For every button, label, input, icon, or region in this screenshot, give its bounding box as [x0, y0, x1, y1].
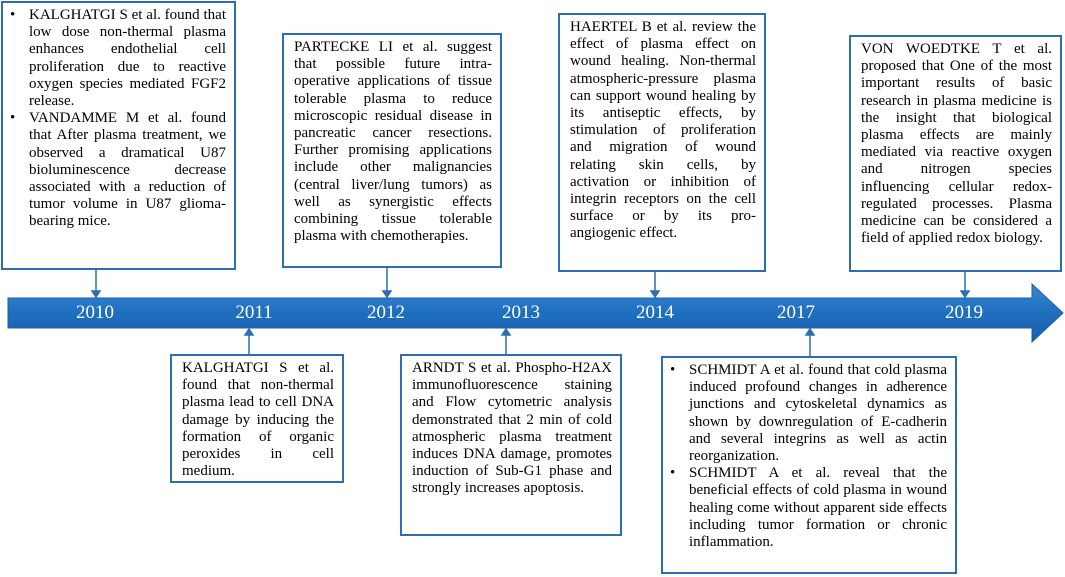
year-label: 2014 — [636, 302, 674, 323]
connector-2011-head — [245, 329, 253, 335]
event-text: PARTECKE LI et al. suggest that possible future intra-operative applications of tissue tolerable plasma to reduce microscopic residual disease in pancreatic cancer resections. Further promising applications include other malignancies (central liver/lung tumors) as well as synergistic effects combining tissue tolerable plasma with chemotherapies. — [294, 39, 492, 245]
year-label: 2010 — [76, 302, 114, 323]
event-card-2017 — [661, 356, 957, 574]
event-bullet: • SCHMIDT A et al. found that cold plasma induced profound changes in adherence junctions and cytoskeletal dynamics as shown by downregulation of E-cadherin and several integrins as well as actin reorganization. — [689, 362, 947, 465]
connector-2017-head — [806, 329, 814, 335]
connector-2012-head — [383, 291, 391, 297]
event-card-2010 — [1, 1, 236, 270]
event-card-2013 — [400, 354, 622, 536]
event-text: VON WOEDTKE T et al. proposed that One of the most important results of basic research in plasma medicine is the insight that biological plasma effects are mainly mediated via reactive oxygen and nitrogen species influencing cellular redox-regulated processes. Plasma medicine can be considered a field of applied redox biology. — [861, 41, 1052, 247]
event-bullet: • VANDAMME M et al. found that After plasma treatment, we observed a dramatical U87 bioluminescence decrease associated with a reduction of tumor volume in U87 glioma-bearing mice. — [29, 110, 226, 230]
event-text: HAERTEL B et al. review the effect of plasma effect on wound healing. Non-thermal atmospheric-pressure plasma can support wound healing by its antiseptic effects, by stimulation of proliferation and migration of wound relating skin cells, by activation or inhibition of integrin receptors on the cell surface or by its pro-angiogenic effect. — [570, 19, 756, 242]
year-label: 2011 — [235, 302, 273, 323]
connector-2010-head — [92, 291, 100, 297]
year-label: 2017 — [777, 302, 815, 323]
event-card-2014 — [558, 13, 766, 272]
event-bullet: • KALGHATGI S et al. found that low dose non-thermal plasma enhances endothelial cell proliferation due to reactive oxygen species mediated FGF2 release. — [29, 7, 226, 110]
event-card-2011 — [170, 354, 344, 483]
event-bullet-list — [7, 7, 226, 231]
connector-2014-head — [651, 291, 659, 297]
event-bullet: • SCHMIDT A et al. reveal that the beneficial effects of cold plasma in wound healing come without apparent side effects including tumor formation or chronic inflammation. — [689, 465, 947, 551]
event-text: ARNDT S et al. Phospho-H2AX immunofluorescence staining and Flow cytometric analysis demonstrated that 2 min of cold atmospheric plasma treatment induces DNA damage, promotes induction of Sub-G1 phase and strongly increases apoptosis. — [412, 360, 612, 497]
year-label: 2012 — [367, 302, 405, 323]
connector-2019-head — [961, 291, 969, 297]
event-bullet-list — [667, 362, 947, 551]
event-card-2012 — [282, 33, 502, 268]
year-label: 2013 — [502, 302, 540, 323]
event-card-2019 — [849, 35, 1062, 272]
connector-2013-head — [502, 329, 510, 335]
event-text: KALGHATGI S et al. found that non-thermal plasma lead to cell DNA damage by inducing the formation of organic peroxides in cell medium. — [182, 360, 334, 480]
year-label: 2019 — [945, 302, 983, 323]
